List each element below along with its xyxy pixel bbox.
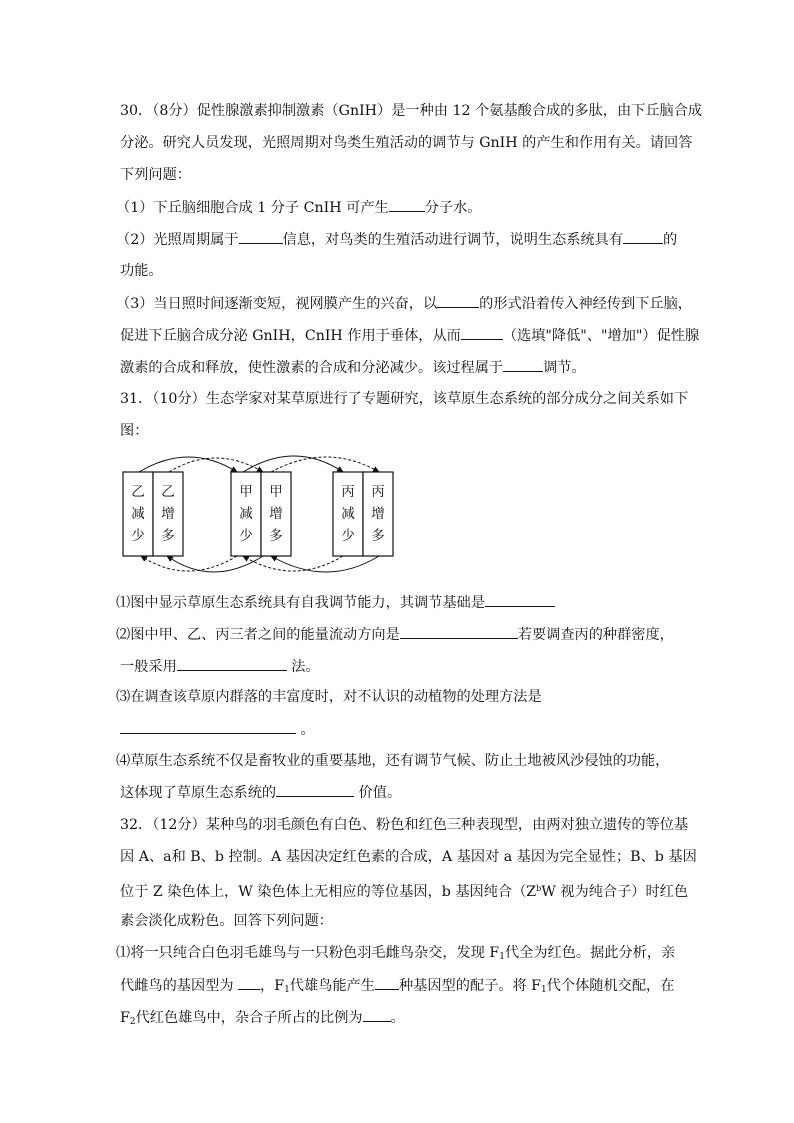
answer-blank [503,357,543,372]
diagram-box-label: 乙减少 [131,484,145,544]
q31-stem-line1: 31．（10分）生态学家对某草原进行了专题研究，该草原生态系统的部分成分之间关系如下 [120,391,689,407]
q31-part3-line2: 。 [120,719,315,740]
answer-blank [276,782,354,797]
answer-blank [437,293,479,308]
answer-blank [239,229,283,244]
q30-part2-line2: 功能。 [120,263,163,279]
diagram-box-label: 乙增多 [161,484,175,544]
q32-part1: ⑴将一只纯合白色羽毛雄鸟与一只粉色羽毛雌鸟杂交，发现 $F_1$代全为红色。据此分析，亲 [116,945,676,962]
q31-part4: ⑷草原生态系统不仅是畜牧业的重要基地，还有调节气候、防止土地被风沙侵蚀的功能， [116,753,670,769]
q30-stem-line1: 30．（8分）促性腺激素抑制激素（GnIH）是一种由 12 个氨基酸合成的多肽，由下丘脑合成 [120,103,703,119]
q31-part4-line2: 这体现了草原生态系统的 价值。 [120,782,401,803]
q30-part2: （2）光照周期属于 信息，对鸟类的生殖活动进行调节，说明生态系统具有 的 [116,229,677,250]
arrow-solid [139,457,237,472]
arrow-dashed [141,556,237,571]
arrow-solid [243,456,343,472]
q30-stem-line2: 分泌。研究人员发现，光照周期对鸟类生殖活动的调节与 GnIH 的产生和作用有关。请回答 [120,135,693,151]
q32-stem-line3: 位于 Z 染色体上，W 染色体上无相应的等位基因，b 基因纯合（$Z^bW$ 视为纯合子）时红色 [120,884,689,900]
population-relationship-diagram [117,448,403,584]
q31-part3: ⑶在调查该草原内群落的丰富度时，对不认识的动植物的处理方法是 [116,689,542,705]
arrow-dashed [169,458,263,472]
q32-part1-line3: $F_2$代红色雄鸟中，杂合子所占的比例为 。 [120,1007,405,1032]
q31-part2: ⑵图中甲、乙、丙三者之间的能量流动方向是 若要调查丙的种群密度， [116,624,674,645]
q30-part1: （1）下丘脑细胞合成 1 分子 CnIH 可产生 分子水。 [116,197,481,218]
q32-stem-line1: 32．（12分）某种鸟的羽毛颜色有白色、粉色和红色三种表现型，由两对独立遗传的等位基 [120,817,689,833]
answer-blank [375,975,399,990]
answer-blank [461,325,503,340]
answer-blank [389,197,425,212]
diagram-box-label: 丙增多 [371,484,385,544]
q31-part2-line2: 一般采用 法。 [120,656,320,677]
q30-part3: （3）当日照时间逐渐变短，视网膜产生的兴奋，以 的形式沿着传入神经传到下丘脑， [116,293,692,314]
q31-part1: ⑴图中显示草原生态系统具有自我调节能力，其调节基础是 [116,592,555,613]
arrow-dashed [243,556,343,571]
q32-stem-line2: 因 A、a和 B、b 控制。A 基因决定红色素的合成，A 基因对 a 基因为完全显性；B、b 基因 [120,849,697,865]
arrow-dashed [271,457,379,472]
answer-blank [485,592,555,607]
arrow-solid [167,556,263,572]
answer-blank [623,229,663,244]
q32-stem-line4: 素会淡化成粉色。回答下列问题： [120,913,333,929]
q32-part1-line2: 代雌鸟的基因型为 ，$F_1$代雄鸟能产生 种基因型的配子。将 $F_1$代个体随机交配，在 [120,975,674,1000]
answer-blank [238,975,260,990]
arrow-solid [271,556,379,572]
diagram-box-label: 甲减少 [239,484,253,544]
diagram-box-label: 甲增多 [269,484,283,544]
q31-stem-line2: 图： [120,423,149,439]
q30-part3-line3: 激素的合成和释放，使性激素的合成和分泌减少。该过程属于 调节。 [120,357,586,378]
answer-blank [400,624,518,639]
answer-blank [120,719,296,734]
diagram-box-label: 丙减少 [341,484,355,544]
answer-blank [363,1007,391,1022]
q30-stem-line3: 下列问题： [120,167,191,183]
answer-blank [177,656,287,671]
q30-part3-line2: 促进下丘脑合成分泌 GnIH，CnIH 作用于垂体，从而 （选填"降低"、"增加"）促性腺 [120,325,699,346]
